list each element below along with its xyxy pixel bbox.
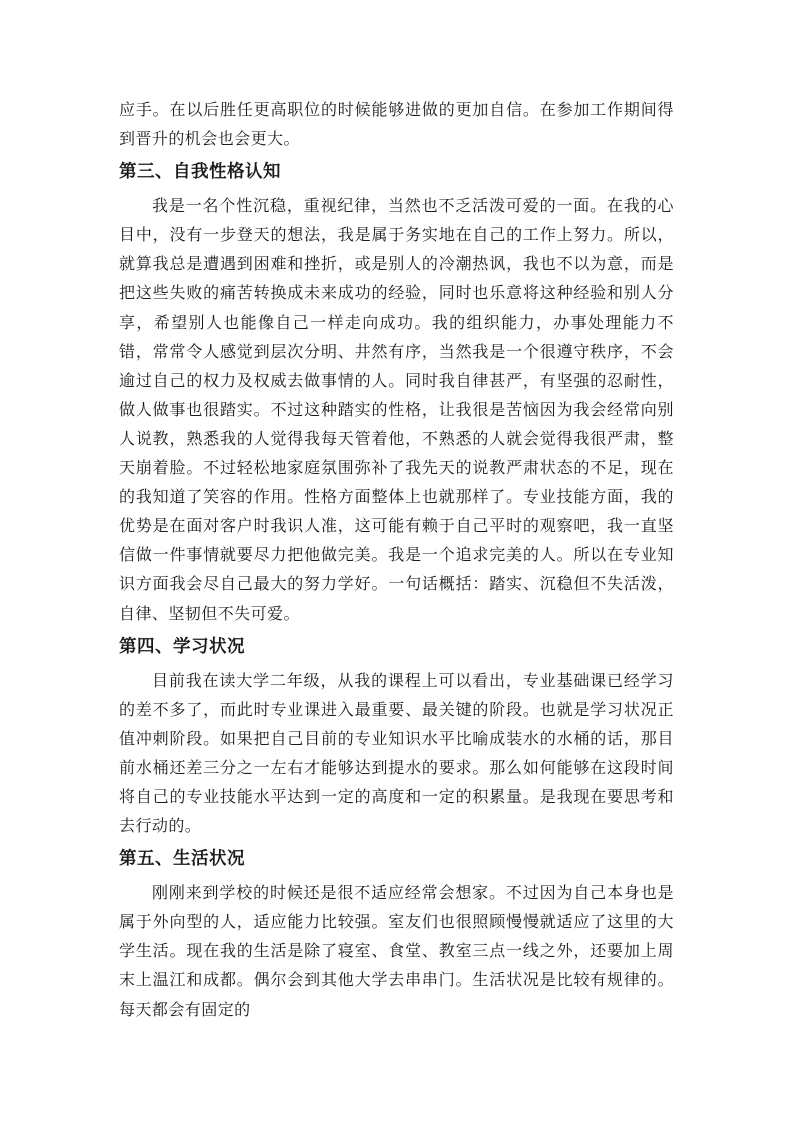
section-heading-study: 第四、学习状况: [119, 636, 245, 657]
intro-paragraph: 应手。在以后胜任更高职位的时候能够进做的更加自信。在参加工作期间得到晋升的机会也会更大。: [119, 100, 674, 149]
section-body-life: 刚刚来到学校的时候还是很不适应经常会想家。不过因为自己本身也是属于外向型的人，适应能力比较强。室友们也很照顾慢慢就适应了这里的大学生活。现在我的生活是除了寝室、食堂、教室三点一线之外，还要加上周末上温江和成都。偶尔会到其他大学去串串门。生活状况是比较有规律的。每天都会有固定的: [119, 883, 674, 1019]
section-body-personality: 我是一名个性沉稳，重视纪律，当然也不乏活泼可爱的一面。在我的心目中，没有一步登天的想法，我是属于务实地在自己的工作上努力。所以，就算我总是遭遇到困难和挫折，或是别人的冷潮热讽，我也不以为意，而是把这些失败的痛苦转换成未来成功的经验，同时也乐意将这种经验和别人分享，希望别人也能像自己一样走向成功。我的组织能力，办事处理能力不错，常常令人感觉到层次分明、井然有序，当然我是一个很遵守秩序，不会逾过自己的权力及权威去做事情的人。同时我自律甚严，有坚强的忍耐性，做人做事也很踏实。不过这种踏实的性格，让我很是苦恼因为我会经常向别人说教，熟悉我的人觉得我每天管着他，不熟悉的人就会觉得我很严肃，整天崩着脸。不过轻松地家庭氛围弥补了我先天的说教严肃状态的不足，现在的我知道了笑容的作用。性格方面整体上也就那样了。专业技能方面，我的优势是在面对客户时我识人准，这可能有赖于自己平时的观察吧，我一直坚信做一件事情就要尽力把他做完美。我是一个追求完美的人。所以在专业知识方面我会尽自己最大的努力学好。一句话概括：踏实、沉稳但不失活泼，自律、坚韧但不失可爱。: [119, 196, 674, 623]
document-page: [119, 95, 674, 1024]
section-heading-personality: 第三、自我性格认知: [119, 162, 281, 183]
section-heading-life: 第五、生活状况: [119, 849, 245, 870]
section-body-study: 目前我在读大学二年级，从我的课程上可以看出，专业基础课已经学习的差不多了，而此时专业课进入最重要、最关键的阶段。也就是学习状况正值冲刺阶段。如果把自己目前的专业知识水平比喻成装水的水桶的话，那目前水桶还差三分之一左右才能够达到提水的要求。那么如何能够在这段时间将自己的专业技能水平达到一定的高度和一定的积累量。是我现在要思考和去行动的。: [119, 670, 674, 836]
